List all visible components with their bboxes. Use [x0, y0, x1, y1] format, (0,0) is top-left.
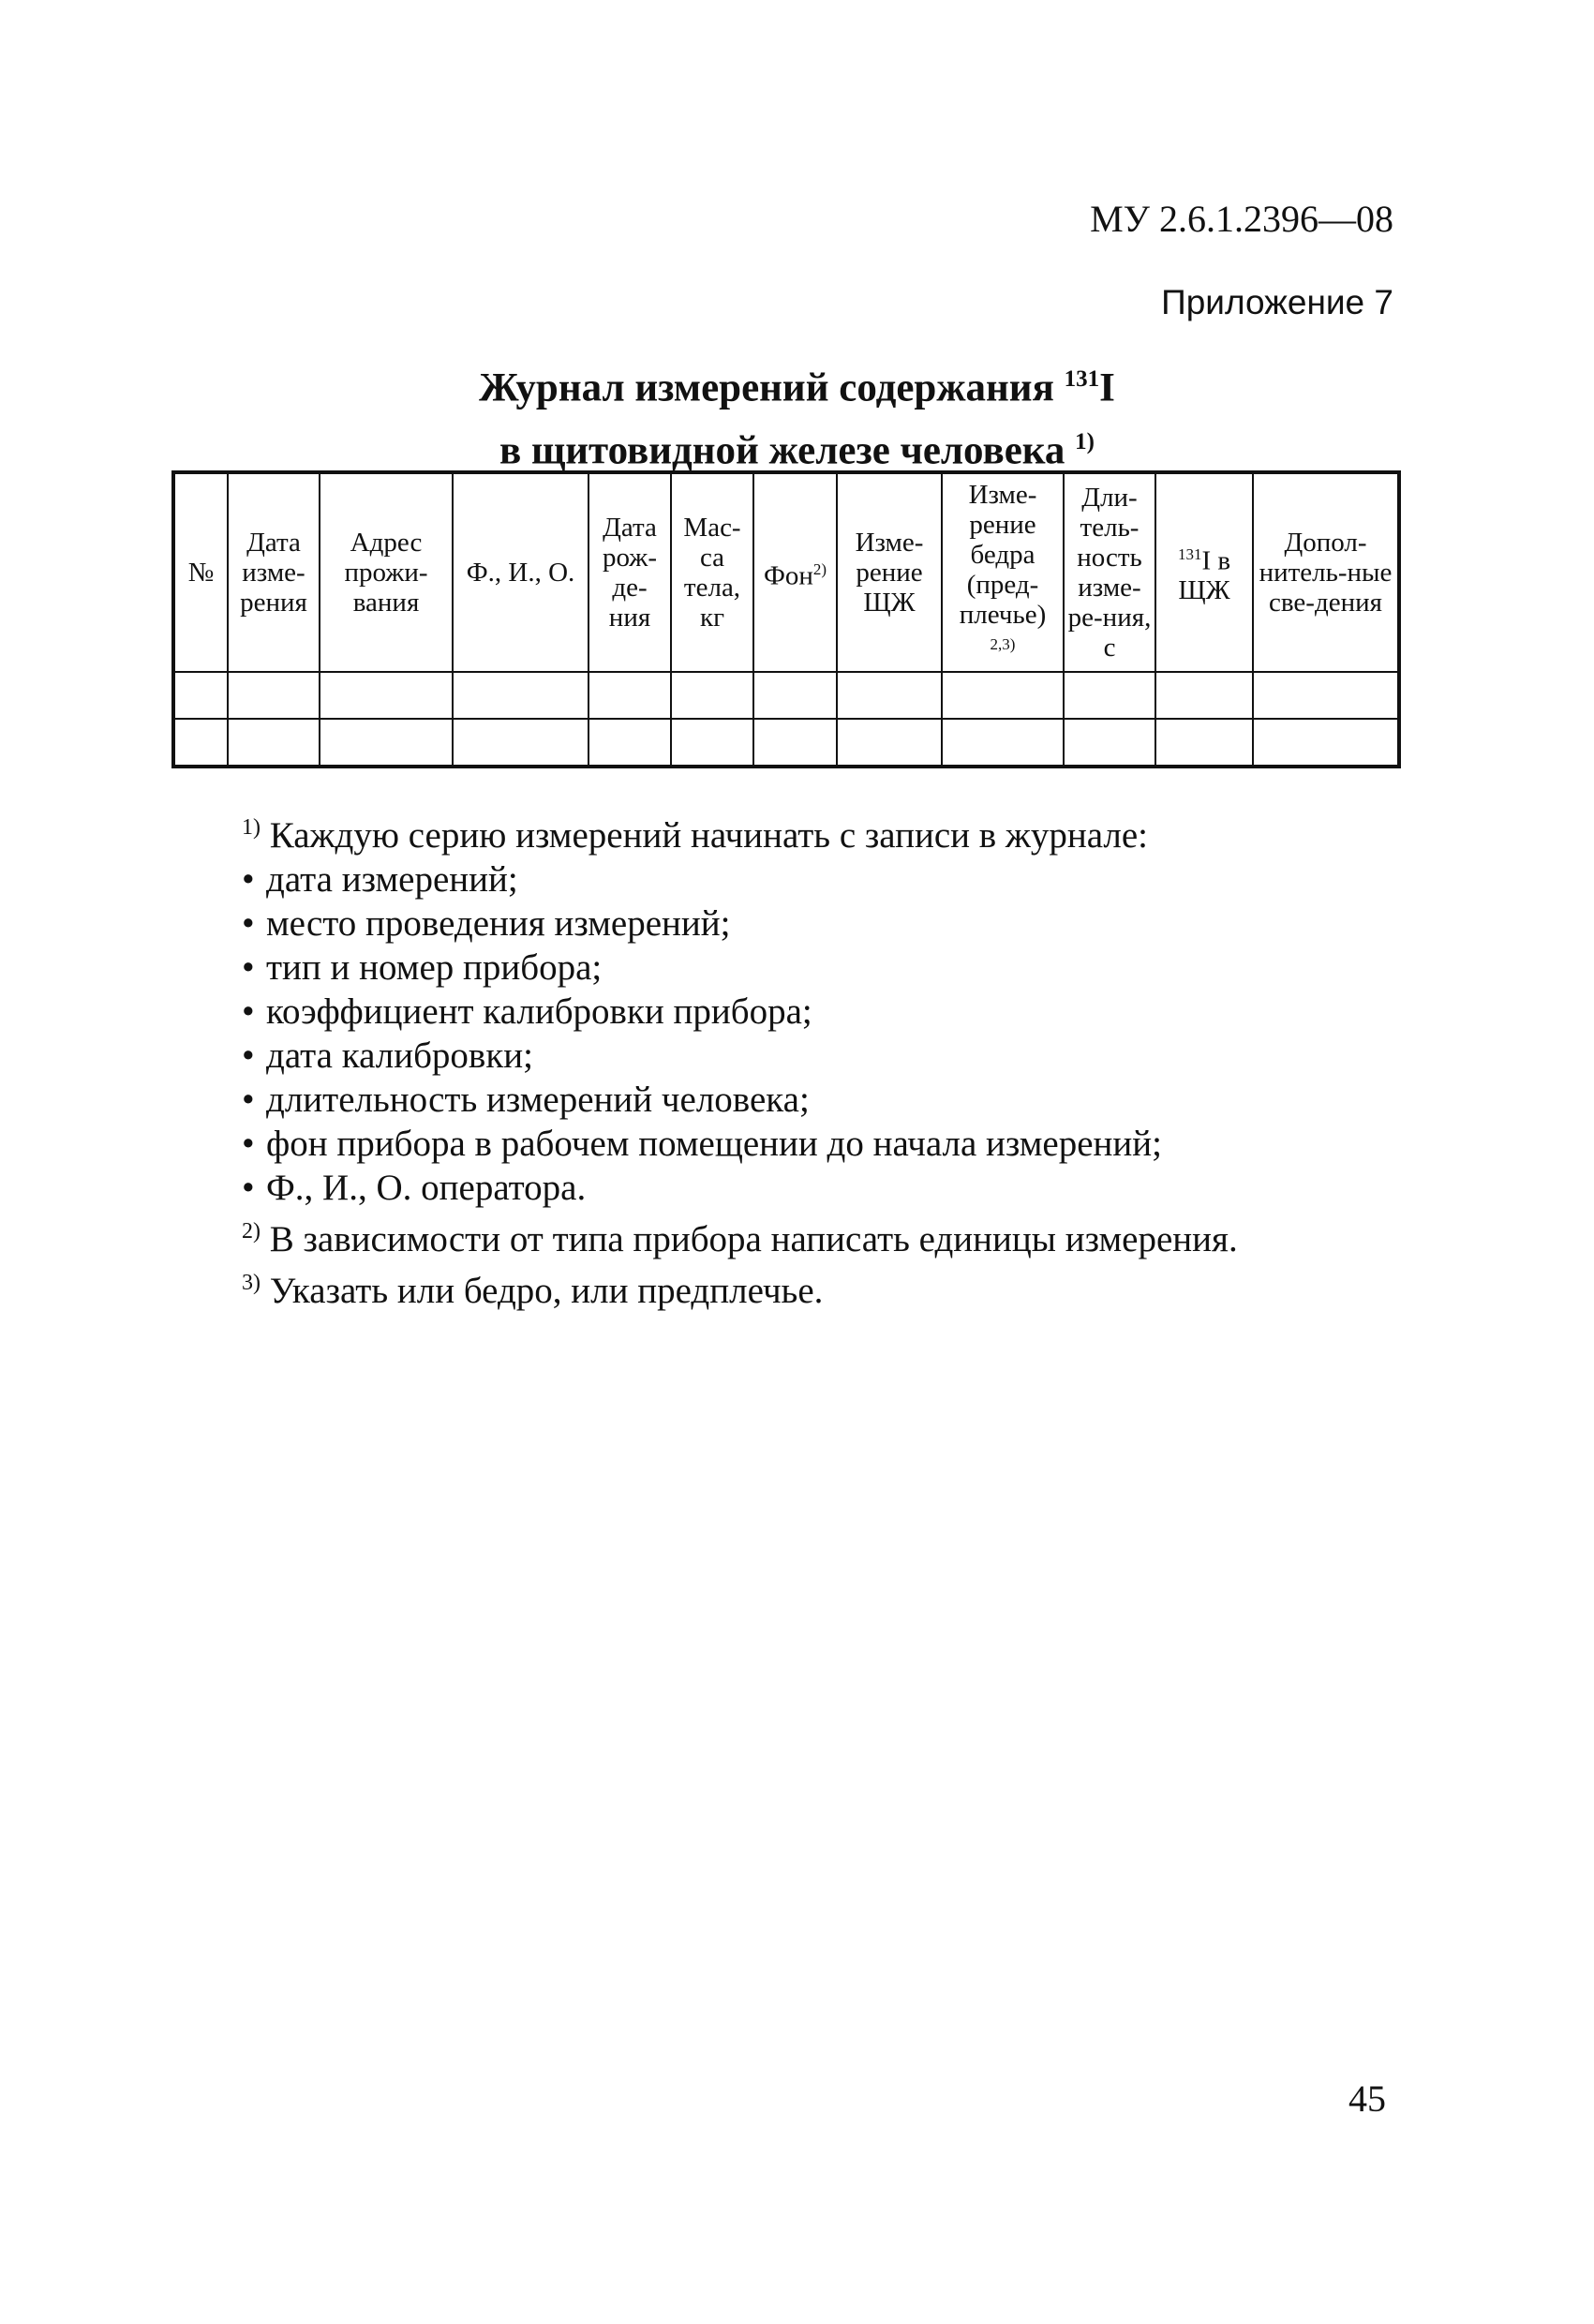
table-cell — [1155, 719, 1253, 767]
table-cell — [1064, 672, 1155, 719]
title-line-1-text: Журнал измерений содержания — [479, 365, 1054, 410]
col-header-label: Дли-тель-ность изме-ре-ния, с — [1067, 483, 1152, 663]
table-cell — [453, 719, 588, 767]
footnotes — [242, 806, 1238, 1313]
table-cell — [228, 672, 320, 719]
col-header-label: Допол-нитель-ные све-дения — [1259, 528, 1393, 618]
col-header-body-mass — [671, 472, 753, 672]
table-cell — [942, 672, 1064, 719]
col-header-address — [320, 472, 453, 672]
table-cell — [588, 719, 671, 767]
page-number: 45 — [1348, 2078, 1386, 2120]
col-header-label: Дата рож-де-ния — [603, 513, 657, 633]
table-row — [173, 719, 1399, 767]
footnote-3-ref: 3) — [242, 1271, 261, 1295]
col-header-label: Изме-рение бедра (пред-плечье) — [959, 479, 1047, 630]
col-header-isotope-mass: 131 — [1177, 544, 1202, 563]
table-cell — [1064, 719, 1155, 767]
col-header-duration — [1064, 472, 1155, 672]
col-header-label: Мас-са тела, кг — [683, 513, 741, 633]
table-cell — [173, 719, 228, 767]
col-header-footnote: 2,3) — [990, 634, 1016, 653]
footnote-1 — [242, 806, 1238, 857]
table-cell — [1253, 672, 1399, 719]
appendix-label: Приложение 7 — [1161, 283, 1393, 321]
col-header-label: Адрес прожи-вания — [344, 528, 428, 618]
col-header-thyroid-measurement — [837, 472, 942, 672]
table-cell — [942, 719, 1064, 767]
list-item: • Ф., И., О. оператора. — [242, 1166, 1238, 1210]
document-code: МУ 2.6.1.2396—08 — [1090, 198, 1393, 240]
footnote-1-text: Каждую серию измерений начинать с записи в журнале: — [269, 815, 1149, 856]
table-cell — [1155, 672, 1253, 719]
table-cell — [173, 672, 228, 719]
col-header-iodine-in-thyroid — [1155, 472, 1253, 672]
col-header-background — [753, 472, 837, 672]
list-item: • коэффициент калибровки прибора; — [242, 990, 1238, 1034]
table-cell — [837, 719, 942, 767]
table-cell — [1253, 719, 1399, 767]
footnote-3-text: Указать или бедро, или предплечье. — [269, 1271, 824, 1311]
col-header-label: № — [187, 558, 215, 588]
page-title — [0, 352, 1594, 479]
table-header-row — [173, 472, 1399, 672]
footnote-2 — [242, 1210, 1238, 1261]
title-line-2-text: в щитовидной железе человека — [499, 428, 1065, 473]
table-cell — [228, 719, 320, 767]
col-header-additional-info — [1253, 472, 1399, 672]
list-item: • место проведения измерений; — [242, 901, 1238, 946]
table-cell — [320, 719, 453, 767]
title-footnote-ref: 1) — [1075, 429, 1095, 455]
isotope-mass: 131 — [1064, 366, 1100, 392]
table-cell — [837, 672, 942, 719]
list-item: • тип и номер прибора; — [242, 946, 1238, 990]
col-header-birth-date — [588, 472, 671, 672]
table-cell — [753, 672, 837, 719]
title-line-2 — [0, 415, 1594, 478]
footnote-1-ref: 1) — [242, 815, 261, 840]
col-header-measurement-date — [228, 472, 320, 672]
col-header-footnote: 2) — [812, 559, 827, 578]
col-header-label: I в ЩЖ — [1178, 545, 1231, 606]
table-row — [173, 672, 1399, 719]
table-cell — [671, 672, 753, 719]
col-header-label: Дата изме-рения — [240, 528, 307, 618]
list-item: • фон прибора в рабочем помещении до начала измерений; — [242, 1122, 1238, 1166]
col-header-full-name — [453, 472, 588, 672]
list-item: • дата калибровки; — [242, 1034, 1238, 1078]
table-cell — [320, 672, 453, 719]
journal-table — [171, 470, 1401, 768]
table-cell — [671, 719, 753, 767]
col-header-label: Ф., И., О. — [466, 558, 575, 588]
list-item: • дата измерений; — [242, 857, 1238, 901]
col-header-thigh-measurement — [942, 472, 1064, 672]
isotope-symbol: I — [1099, 365, 1115, 410]
table-cell — [588, 672, 671, 719]
footnote-2-text: В зависимости от типа прибора написать единицы измерения. — [269, 1219, 1238, 1259]
col-header-number — [173, 472, 228, 672]
title-line-1 — [0, 352, 1594, 415]
footnote-3 — [242, 1261, 1238, 1313]
table-cell — [753, 719, 837, 767]
table-cell — [453, 672, 588, 719]
col-header-label: Фон — [763, 560, 813, 591]
col-header-label: Изме-рение ЩЖ — [855, 528, 924, 618]
list-item: • длительность измерений человека; — [242, 1078, 1238, 1122]
footnote-2-ref: 2) — [242, 1219, 261, 1244]
